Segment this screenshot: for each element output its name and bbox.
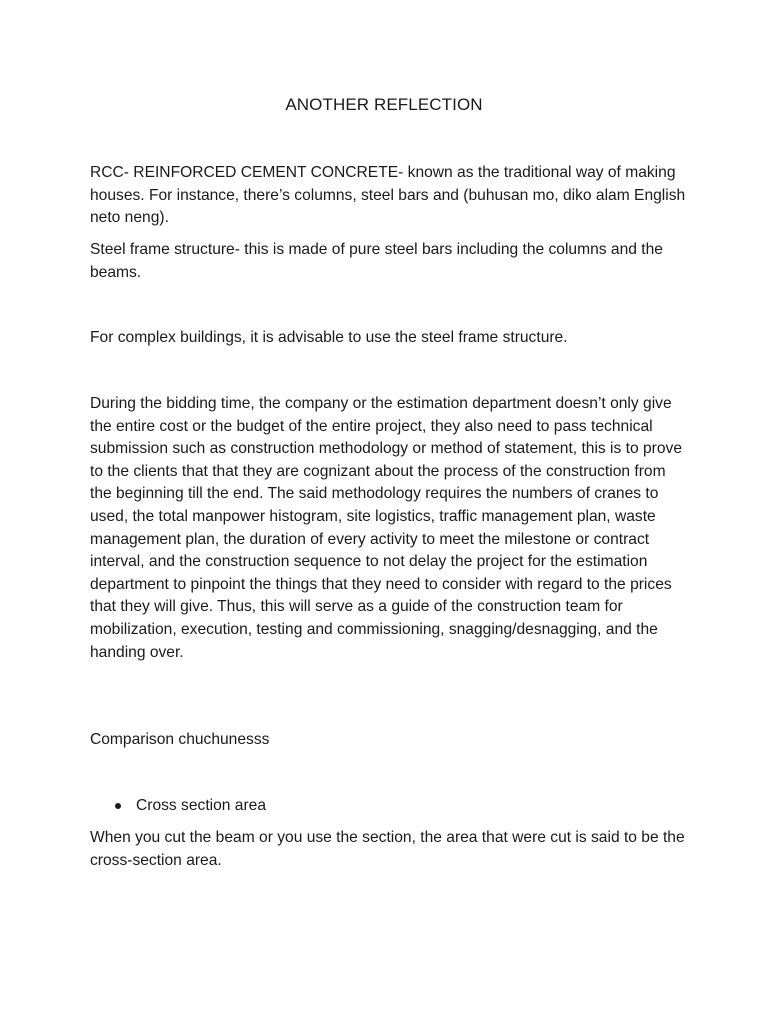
paragraph-steel-frame: Steel frame structure- this is made of pure steel bars including the columns and the beams. bbox=[90, 241, 663, 281]
paragraph-rcc: RCC- REINFORCED CEMENT CONCRETE- known as the traditional way of making houses. For instance, there’s columns, steel bars and (buhusan mo, diko alam English neto neng). bbox=[90, 164, 686, 227]
list-item bbox=[90, 795, 686, 818]
bullet-text: Cross section area bbox=[136, 797, 267, 814]
paragraph-comparison: Comparison chuchunesss bbox=[90, 731, 270, 748]
bullet-icon bbox=[115, 803, 121, 809]
paragraph-cross-section: When you cut the beam or you use the section, the area that were cut is said to be the cross-section area. bbox=[90, 829, 685, 869]
paragraph-bidding: During the bidding time, the company or the estimation department doesn’t only give the entire cost or the budget of the entire project, they also need to pass technical submission such as construction methodology or method of statement, this is to prove to the clients that that they are cognizant about the process of the construction from the beginning till the end. The said methodology requires the numbers of cranes to used, the total manpower histogram, site logistics, traffic management plan, waste management plan, the duration of every activity to meet the milestone or contract interval, and the construction sequence to not delay the project for the estimation department to pinpoint the things that they need to consider with regard to the prices that they will give. Thus, this will serve as a guide of the construction team for mobilization, execution, testing and commissioning, snagging/desnagging, and the handing over. bbox=[90, 395, 682, 661]
bullet-list bbox=[90, 795, 686, 818]
paragraph-complex-buildings: For complex buildings, it is advisable to use the steel frame structure. bbox=[90, 329, 568, 346]
document-title: ANOTHER REFLECTION bbox=[285, 95, 483, 114]
